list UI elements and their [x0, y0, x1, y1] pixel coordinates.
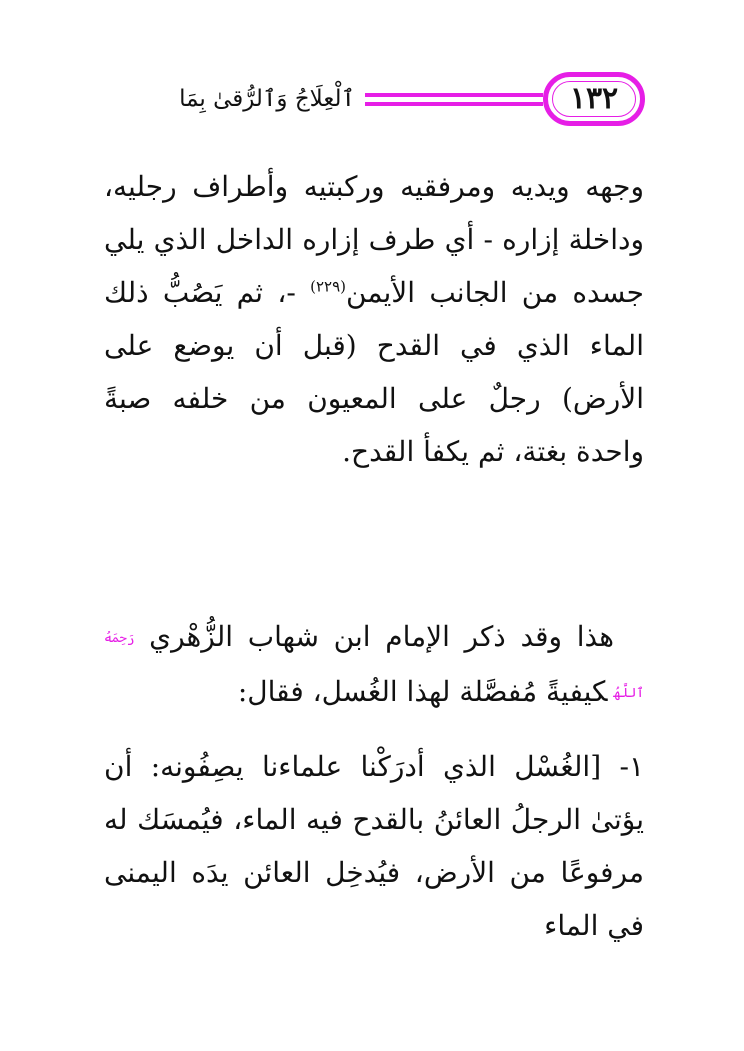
paragraph-3 — [104, 740, 644, 952]
paragraph-3-text: ١- [الغُسْل الذي أدرَكْنا علماءنا يصِفُونه: أن يؤتىٰ الرجلُ العائنُ بالقدح فيه الماء، فيُمسَك له مرفوعًا من الأرض، فيُدخِل العائن يدَه اليمنى في الماء — [104, 750, 644, 942]
header-divider — [365, 93, 543, 106]
page-header — [100, 72, 645, 130]
paragraph-1-text-b: -، ثم يَصُبُّ ذلك الماء الذي في القدح (قبل أن يوضع على الأرض) رجلٌ على المعيون من خلفه صبةً واحدة بغتة، ثم يكفأ القدح. — [104, 276, 644, 468]
paragraph-1 — [104, 160, 644, 478]
paragraph-2 — [104, 610, 644, 720]
paragraph-2-text-b: كيفيةً مُفصَّلة لهذا الغُسل، فقال: — [237, 675, 608, 708]
paragraph-1-text-a: وجهه ويديه ومرفقيه وركبتيه وأطراف رجليه، وداخلة إزاره - أي طرف إزاره الداخل الذي يلي جسده من الجانب الأيمن — [104, 170, 644, 309]
running-title: ٱلْعِلَاجُ وَٱلرُّقىٰ بِمَا — [179, 86, 355, 112]
page-number-badge — [543, 72, 645, 126]
paragraph-2-text-a: هذا وقد ذكر الإمام ابن شهاب الزُّهْري — [149, 620, 614, 653]
honorific-glyph: رَحِمَهُ ٱللَّهُ — [104, 631, 644, 701]
footnote-reference[interactable]: (٢٢٩) — [310, 277, 347, 296]
page-number: ١٣٢ — [569, 81, 619, 116]
